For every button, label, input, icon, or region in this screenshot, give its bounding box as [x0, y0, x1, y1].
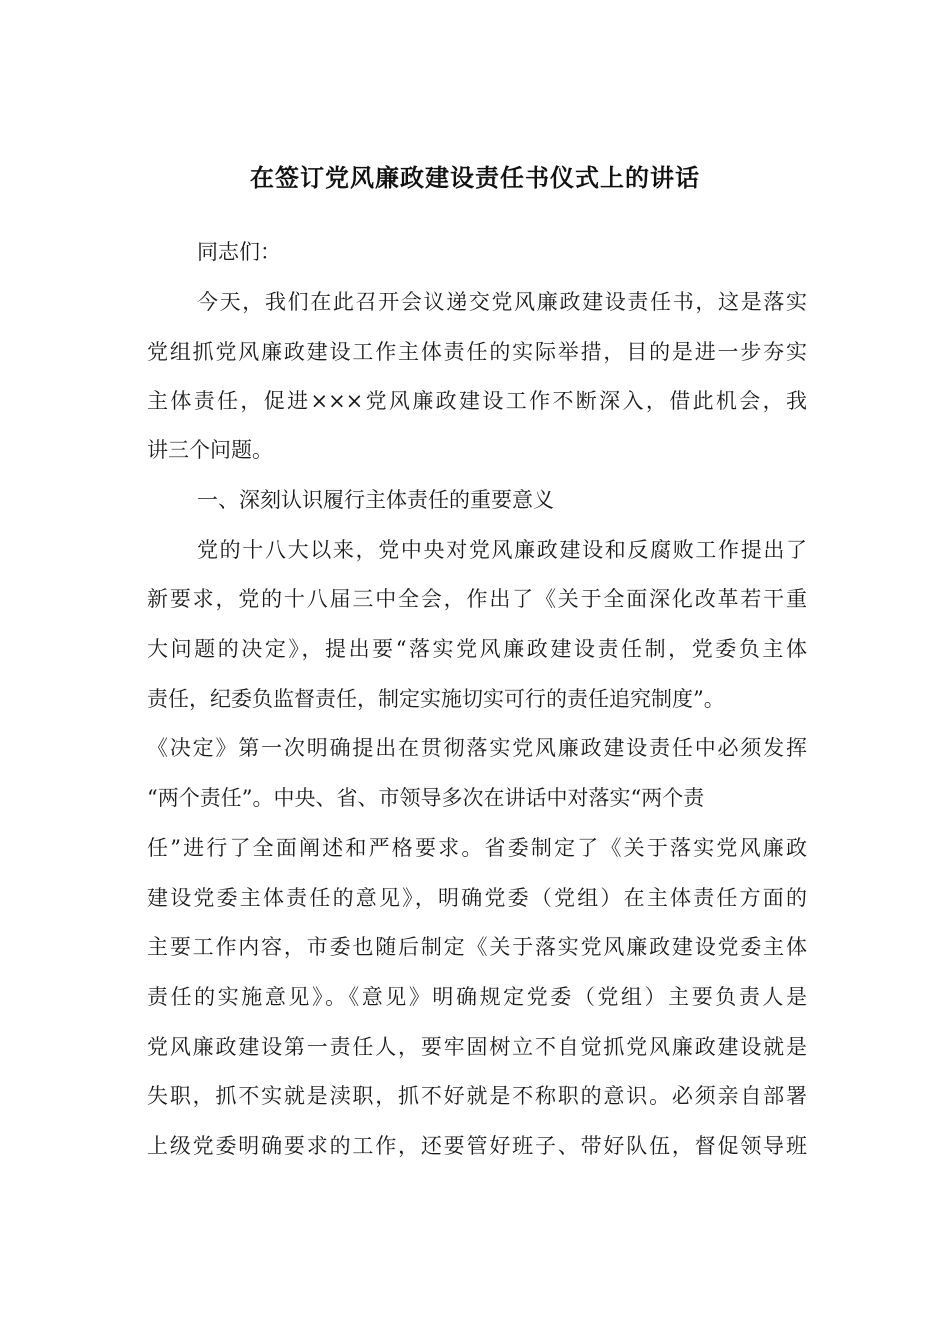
paragraph-line: 讲三个问题。	[147, 438, 273, 462]
paragraph-line: 主体责任，促进×××党风廉政建设工作不断深入，借此机会，我	[147, 389, 807, 413]
paragraph-line: 党风廉政建设第一责任人，要牢固树立不自觉抓党风廉政建设就是	[147, 1035, 807, 1059]
paragraph-line: “两个责任”。中央、省、市领导多次在讲话中对落实“两个责	[147, 786, 705, 810]
paragraph-line: 大问题的决定》，提出要“落实党风廉政建设责任制，党委负主体	[147, 637, 807, 661]
salutation: 同志们：	[197, 240, 281, 264]
document-title: 在签订党风廉政建设责任书仪式上的讲话	[250, 163, 700, 192]
paragraph-line: 《决定》第一次明确提出在贯彻落实党风廉政建设责任中必须发挥	[147, 736, 807, 760]
paragraph-line: 建设党委主体责任的意见》，明确党委（党组）在主体责任方面的	[147, 886, 807, 910]
paragraph-line: 党组抓党风廉政建设工作主体责任的实际举措，目的是进一步夯实	[147, 340, 807, 364]
paragraph-line: 任”进行了全面阐述和严格要求。省委制定了《关于落实党风廉政	[147, 836, 807, 860]
paragraph-line: 新要求，党的十八届三中全会，作出了《关于全面深化改革若干重	[147, 587, 807, 611]
paragraph-line: 失职，抓不实就是渎职，抓不好就是不称职的意识。必须亲自部署	[147, 1084, 807, 1108]
paragraph-line: 责任的实施意见》。《意见》明确规定党委（党组）主要负责人是	[147, 985, 807, 1009]
paragraph-line: 党的十八大以来，党中央对党风廉政建设和反腐败工作提出了	[197, 538, 807, 562]
paragraph-line: 主要工作内容，市委也随后制定《关于落实党风廉政建设党委主体	[147, 935, 807, 959]
paragraph-line: 上级党委明确要求的工作，还要管好班子、带好队伍，督促领导班	[147, 1134, 807, 1158]
paragraph-line: 今天，我们在此召开会议递交党风廉政建设责任书，这是落实	[197, 290, 807, 314]
section-heading: 一、深刻认识履行主体责任的重要意义	[197, 488, 554, 512]
paragraph-line: 责任，纪委负监督责任，制定实施切实可行的责任追究制度”。	[147, 687, 725, 711]
